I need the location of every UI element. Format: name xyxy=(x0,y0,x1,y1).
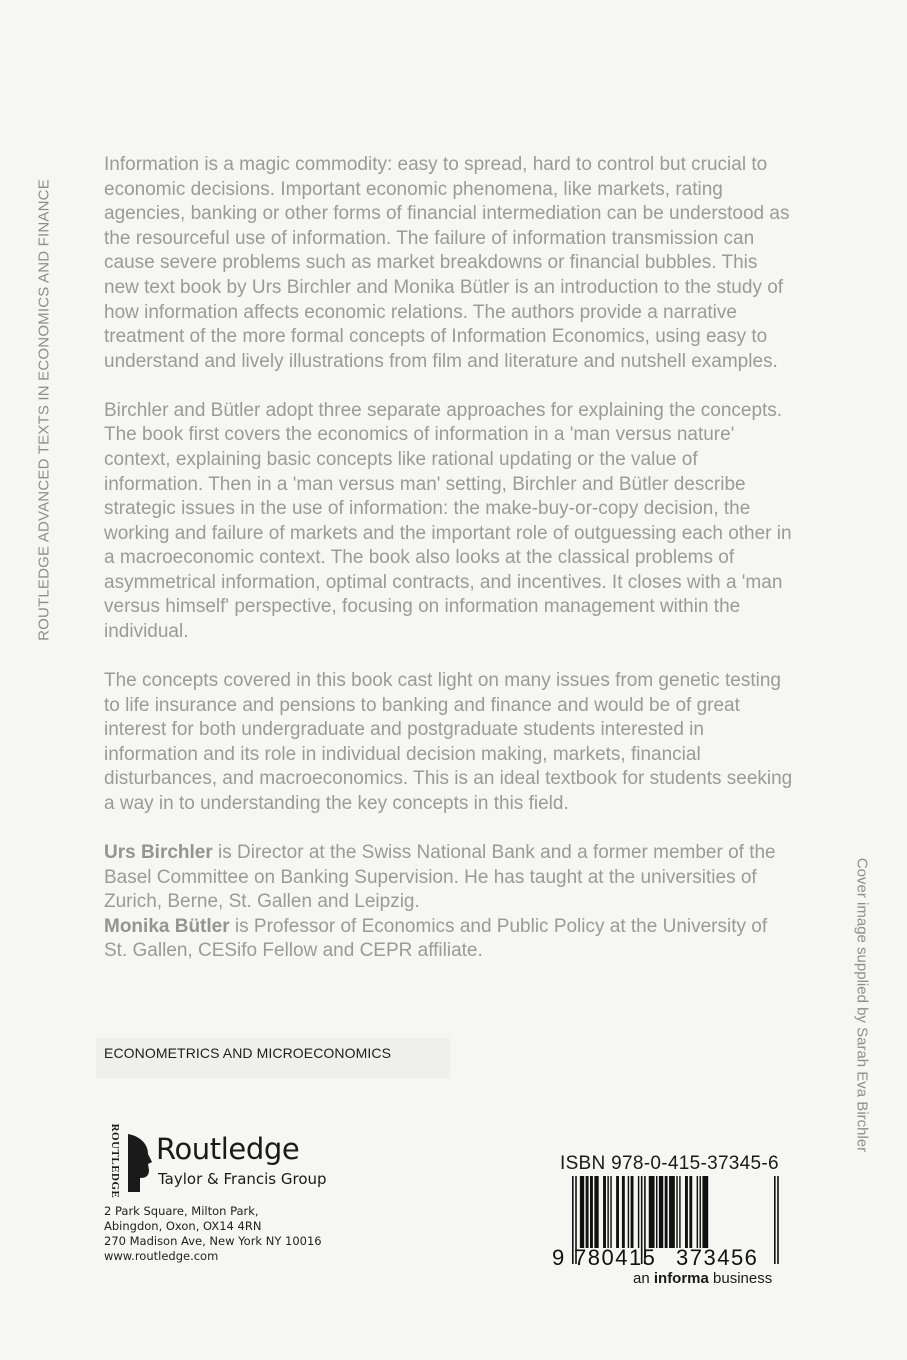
barcode-bar xyxy=(676,1176,677,1248)
publisher-website: www.routledge.com xyxy=(104,1249,219,1263)
barcode-bar xyxy=(607,1176,608,1248)
barcode-bar xyxy=(702,1176,708,1248)
author-name: Urs Birchler xyxy=(104,842,213,864)
address-line: 270 Madison Ave, New York NY 10016 xyxy=(104,1234,322,1248)
isbn-barcode xyxy=(552,1176,784,1268)
subject-category: ECONOMETRICS AND MICROECONOMICS xyxy=(104,1045,392,1061)
informa-brand: informa xyxy=(653,1270,709,1287)
routledge-logo-mark xyxy=(104,1123,126,1199)
barcode-digits-right: 373456 xyxy=(676,1245,759,1268)
barcode-bar xyxy=(631,1176,634,1248)
barcode-bar xyxy=(700,1176,701,1248)
author-bios xyxy=(104,841,794,964)
barcode-bar xyxy=(616,1176,619,1248)
informa-business-tagline xyxy=(633,1270,772,1287)
address-line: 2 Park Square, Milton Park, xyxy=(104,1204,259,1218)
barcode-digit-lead: 9 xyxy=(552,1245,565,1268)
barcode-bar xyxy=(659,1176,663,1248)
informa-suffix: business xyxy=(708,1270,773,1287)
barcode-bar xyxy=(774,1176,776,1264)
barcode-bar xyxy=(580,1176,584,1248)
back-cover-blurb xyxy=(104,153,794,964)
author-bio-text: is Professor of Economics and Public Policy at the University of St. Gallen, CESifo Fellow and CEPR affiliate. xyxy=(104,915,768,962)
barcode-bar xyxy=(610,1176,611,1248)
series-spine-text: ROUTLEDGE ADVANCED TEXTS IN ECONOMICS AND FINANCE xyxy=(35,179,53,641)
logo-mark-text: ROUTLEDGE xyxy=(109,1123,121,1199)
barcode-bar xyxy=(697,1176,698,1248)
barcode-bar xyxy=(656,1176,657,1248)
author-bio xyxy=(104,841,794,915)
cover-credit-text: Cover image supplied by Sarah Eva Birchler xyxy=(853,857,871,1153)
barcode-bar xyxy=(669,1176,675,1248)
publisher-name: Routledge xyxy=(156,1132,300,1166)
publisher-logo xyxy=(104,1123,344,1199)
barcode-bar xyxy=(603,1176,606,1248)
barcode-bar xyxy=(638,1176,639,1248)
informa-prefix: an xyxy=(633,1270,654,1287)
barcode-bar xyxy=(628,1176,629,1248)
barcode-bar xyxy=(622,1176,625,1248)
barcode-digits-left: 780415 xyxy=(574,1245,657,1268)
barcode-bar xyxy=(665,1176,668,1248)
isbn-label: ISBN 978-0-415-37345-6 xyxy=(560,1153,779,1174)
author-bio-text: is Director at the Swiss National Bank and a former member of the Basel Committee on Banking Supervision. He has taught at the universities of Zurich, Berne, St. Gallen and Leipzig. xyxy=(104,842,776,913)
barcode-bar xyxy=(777,1176,779,1264)
blurb-paragraph: Information is a magic commodity: easy to spread, hard to control but crucial to economic decisions. Important economic phenomena, like markets, rating agencies, banking or other forms of financial intermediation can be understood as the resourceful use of information. The failure of information transmission can cause severe problems such as market breakdowns or financial bubbles. This new text book by Urs Birchler and Monika Bütler is an introduction to the study of how information affects economic relations. The authors provide a narrative treatment of the more formal concepts of Information Economics, using easy to understand and lively illustrations from film and literature and nutshell examples. xyxy=(104,154,790,372)
blurb-paragraph: Birchler and Bütler adopt three separate approaches for explaining the concepts. The book first covers the economics of information in a 'man versus nature' context, explaining basic concepts like rational updating or the value of information. Then in a 'man versus man' setting, Birchler and Bütler describe strategic issues in the use of information: the make-buy-or-copy decision, the working and failure of markets and the important role of outguessing each other in a macroeconomic context. The book also looks at the classical problems of asymmetrical information, optimal contracts, and incentives. It closes with a 'man versus himself' perspective, focusing on information management within the individual. xyxy=(104,399,792,643)
publisher-group: Taylor & Francis Group xyxy=(158,1170,327,1188)
barcode-bar xyxy=(649,1176,655,1248)
author-bio xyxy=(104,915,794,964)
address-line: Abingdon, Oxon, OX14 4RN xyxy=(104,1219,262,1233)
barcode-bar xyxy=(689,1176,692,1248)
barcode-bar xyxy=(679,1176,680,1248)
barcode-bar xyxy=(685,1176,688,1248)
barcode-bar xyxy=(590,1176,593,1248)
author-name: Monika Bütler xyxy=(104,915,230,937)
publisher-address xyxy=(104,1204,322,1264)
blurb-paragraph: The concepts covered in this book cast light on many issues from genetic testing to life insurance and pensions to banking and finance and would be of great interest for both undergraduate and postgraduate students interested in information and its role in individual decision making, markets, financial disturbances, and macroeconomics. This is an ideal textbook for students seeking a way in to understanding the key concepts in this field. xyxy=(104,670,793,815)
barcode-bar xyxy=(594,1176,598,1248)
profile-silhouette-icon xyxy=(126,1134,156,1192)
barcode-bar xyxy=(586,1176,589,1248)
